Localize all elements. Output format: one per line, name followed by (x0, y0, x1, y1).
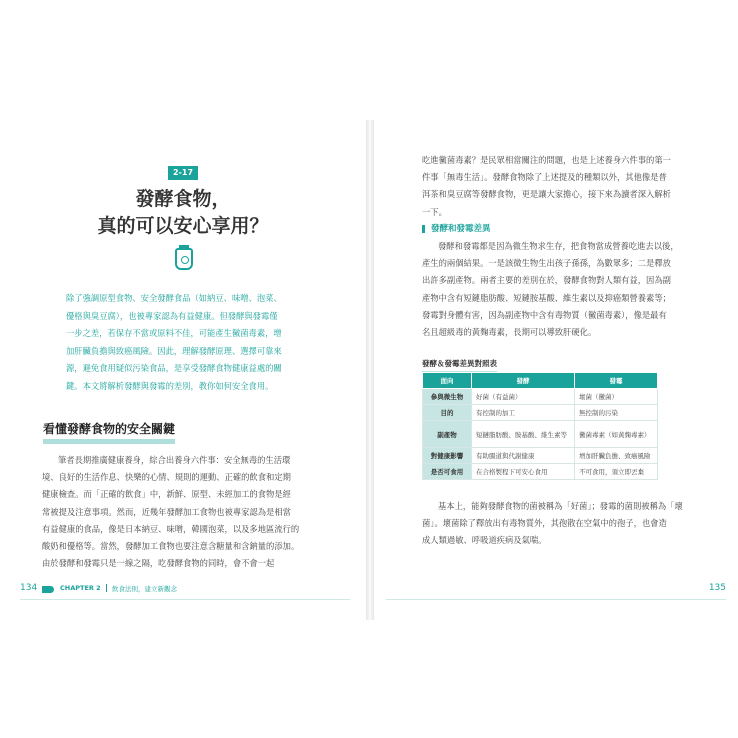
table-title: 發酵＆發霉差異對照表 (422, 358, 497, 374)
table-cell: 增加肝臟負擔、致癌風險 (575, 448, 658, 464)
table-row (423, 421, 658, 448)
table-row (423, 464, 658, 480)
title-line-2: 真的可以安心享用？ (97, 215, 269, 237)
footer-subtitle: 飲食法則，建立新觀念 (112, 585, 177, 593)
body-line: 筆者長期推廣健康養身，綜合出養身六件事：安全無毒的生活環 (58, 455, 291, 465)
body-line: 件事「無毒生活」。發酵食物除了上述提及的種類以外，其他像是普 (422, 172, 667, 183)
table-header: 發霉 (575, 373, 658, 389)
table-cell: 壞菌（黴菌） (575, 389, 658, 405)
book-spread (10, 120, 728, 620)
paragraph-1 (422, 152, 708, 221)
title-line-1: 發酵食物， (135, 188, 231, 210)
body-line: 菌」。壞菌除了釋放出有毒物質外，其孢散在空氣中的孢子，也會造 (422, 518, 667, 529)
section-heading-text: 發酵和發霉差異 (431, 224, 491, 234)
row-label: 是否可食用 (423, 464, 472, 480)
footer-rule (20, 599, 350, 600)
page-title (80, 186, 286, 240)
paragraph-3 (422, 498, 708, 550)
row-label: 副產物 (423, 421, 472, 448)
body-line: 吃進黴菌毒素？是民眾相當關注的問題，也是上述養身六件事的第一 (422, 155, 671, 165)
table-cell: 黴菌毒素（如黃麴毒素） (575, 421, 658, 448)
chapter-tab-icon (42, 586, 54, 593)
body-line: 產物中含有短鏈脂肪酸、短鏈胺基酸、維生素以及抑癌類營養素等； (422, 292, 671, 303)
table-cell: 在合格製程下可安心食用 (472, 464, 575, 480)
intro-line: 除了強調原型食物、安全發酵食品（如納豆、味噌、泡菜、 (66, 293, 282, 303)
body-line: 酸奶和優格等。當然，發酵加工食物也要注意含糖量和含鈉量的添加。 (42, 541, 300, 552)
right-page (376, 120, 728, 620)
heading-marker (422, 225, 425, 233)
body-line: 基本上，能夠發酵食物的菌被稱為「好菌」；發霉的菌則被稱為「壞 (438, 501, 683, 511)
body-line: 成人類過敏、呼吸道疾病及氣喘。 (422, 535, 547, 546)
body-line: 健康檢查。而「正確的飲食」中，新鮮、原型、未經加工的食物是經 (42, 489, 291, 500)
body-line: 名且超級毒的黃麴毒素，長期可以導致肝硬化。 (422, 327, 597, 338)
table-row (423, 389, 658, 405)
footer-rule (386, 599, 726, 600)
body-line: 出許多副產物。兩者主要的差別在於，發酵食物對人類有益，因為副 (422, 275, 671, 286)
table-cell: 短鏈脂肪酸、胺基酸、維生素等 (472, 421, 575, 448)
body-line: 發酵和發霉都是因為微生物求生存，把食物當成營養吃進去以後， (438, 241, 679, 251)
body-line: 一下。 (422, 206, 447, 217)
table-cell: 有控制的加工 (472, 405, 575, 421)
paragraph-2 (422, 238, 708, 341)
intro-line: 源，避免食用疑似污染食品，是享受發酵食物健康益處的關 (66, 363, 282, 373)
table-cell: 有助腸道與代謝健康 (472, 448, 575, 464)
table-cell: 不可食用，須立即丟棄 (575, 464, 658, 480)
body-line: 境、良好的生活作息、快樂的心情、規則的運動、正確的飲食和定期 (42, 472, 291, 483)
page-number: 134 (20, 583, 38, 593)
chapter-tag: 2-17 (168, 166, 198, 180)
section-heading (422, 222, 491, 234)
row-label: 目的 (423, 405, 472, 421)
body-text (42, 452, 332, 572)
jar-icon (175, 248, 193, 270)
table-row (423, 405, 658, 421)
row-label: 參與微生物 (423, 389, 472, 405)
table-row (423, 448, 658, 464)
section-heading: 看懂發酵食物的安全關鍵 (43, 420, 175, 444)
table-header: 發酵 (472, 373, 575, 389)
book-gutter (366, 120, 374, 620)
footer-chapter: CHAPTER 2 (60, 584, 101, 592)
footer-divider (106, 584, 107, 592)
row-label: 對健康影響 (423, 448, 472, 464)
body-line: 常被提及注意事項。然而，近幾年發酵加工食物也被專家認為是相當 (42, 506, 291, 517)
page-number: 135 (708, 583, 726, 593)
intro-line: 加肝臟負擔與致癌風險。因此，理解發酵原理、選擇可靠來 (66, 345, 282, 356)
intro-line: 鍵。本文將解析發酵與發霉的差別，教你如何安全食用。 (66, 380, 274, 391)
body-line: 有益健康的食品，像是日本納豆、味噌，韓國泡菜，以及多地區流行的 (42, 523, 300, 534)
right-footer (386, 583, 726, 597)
table-cell: 無控制的污染 (575, 405, 658, 421)
intro-paragraph (66, 290, 304, 395)
table-header: 面向 (423, 373, 472, 389)
body-line: 發霉對身體有害，因為副產物中含有毒物質（黴菌毒素），像是最有 (422, 309, 667, 320)
table-header-row (423, 373, 658, 389)
body-line: 由於發酵和發霉只是一線之隔，吃發酵食物的同時，會不會一起 (42, 558, 275, 569)
intro-line: 一步之差，若保存不當或原料不佳，可能產生黴菌毒素，增 (66, 328, 282, 338)
table-cell: 好菌（有益菌） (472, 389, 575, 405)
body-line: 產生的兩個結果。一是該微生物生出孩子孫孫，為數眾多；二是釋放 (422, 258, 671, 269)
left-page (10, 120, 362, 620)
left-footer (20, 583, 350, 597)
body-line: 洱茶和臭豆腐等發酵食物，更是讓大家擔心，接下來為讀者深入解析 (422, 189, 671, 200)
intro-line: 優格與臭豆腐），也被專家認為有益健康。但發酵與發霉僅 (66, 310, 278, 321)
comparison-table (422, 372, 658, 480)
